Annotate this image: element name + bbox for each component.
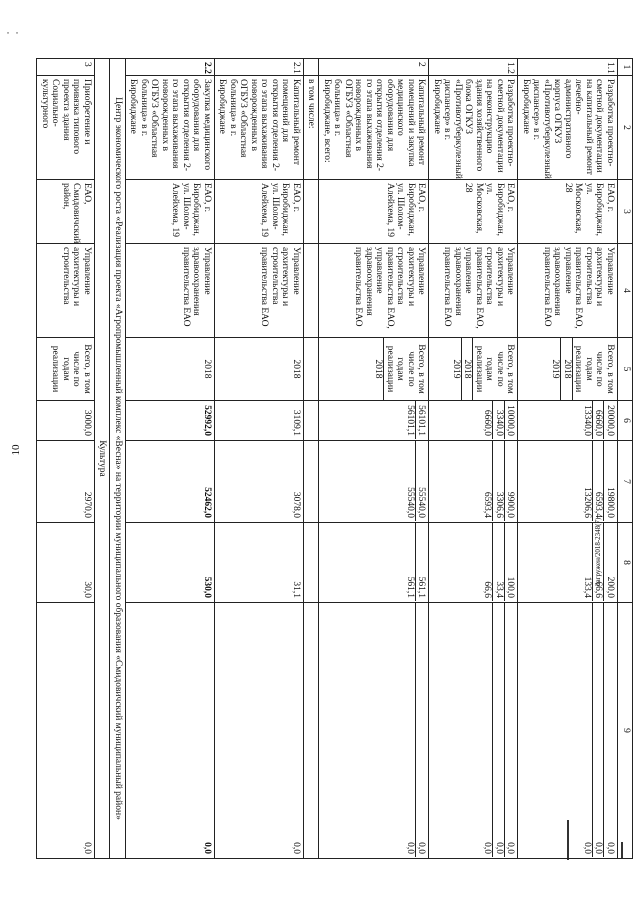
- period-cell-group: [518, 338, 618, 401]
- table-row: [126, 59, 215, 859]
- federal-cell: 3078,0: [291, 491, 301, 518]
- section-row: [95, 59, 111, 859]
- local-cell-group: [518, 603, 618, 859]
- event-address: ЕАО, г. Биробиджан, ул. Шолом-Алейхема, 19: [215, 180, 304, 244]
- local-cell-group: [126, 603, 215, 859]
- event-name: Капитальный ремонт помещений и закупка медицинского оборудования для открытия отделения 2-го этапа выхаживания новорожденных в ОГБУЗ «Областная больница» в г. Биробиджане, всего:: [319, 76, 429, 180]
- total-cell: 52992,0: [202, 405, 212, 436]
- header-cell: 1: [618, 59, 633, 76]
- local-cell-group: [429, 603, 518, 859]
- empty-cell: [304, 523, 320, 603]
- local-cell: 0,0: [82, 842, 92, 854]
- row-number: 1.2: [429, 59, 518, 76]
- event-executor: Управление архитектуры и строительства правительства ЕАО, управление здравоохранения правительства ЕАО: [518, 244, 618, 338]
- regional-cell: 66,6: [482, 523, 494, 601]
- regional-cell: 100,0: [505, 576, 516, 598]
- period-cell: 2018: [202, 359, 212, 379]
- federal-cell: 55540,0: [405, 441, 417, 521]
- local-cell: 0,0: [505, 842, 516, 854]
- period-cell: Всего, в том числе по годам реализации: [573, 344, 615, 394]
- local-cell: 0,0: [202, 842, 212, 854]
- regional-cell-group: [126, 523, 215, 603]
- regional-cell: 30,0: [82, 581, 92, 598]
- federal-cell: 6593,4: [482, 441, 494, 521]
- event-address: ЕАО, г. Биробиджан, ул. Московская, 28: [429, 180, 518, 244]
- local-cell: 0,0: [405, 603, 417, 857]
- period-cell: Всего, в том числе по годам реализации: [385, 344, 427, 394]
- header-row: [618, 59, 633, 859]
- row-number: 2.2: [126, 59, 215, 76]
- period-cell: 2019: [550, 338, 562, 400]
- program-table: [37, 58, 634, 859]
- note-cell: в том числе:: [304, 76, 320, 180]
- header-cell: 4: [618, 244, 633, 338]
- regional-cell: 133,4: [582, 523, 594, 601]
- total-cell-group: [429, 401, 518, 441]
- rotated-table-wrapper: [40, 58, 633, 858]
- event-name: Приобретение и привязка типового проекта здания Социально- культурного: [37, 76, 95, 180]
- local-cell-group: [319, 603, 429, 859]
- period-cell: 2018: [562, 338, 574, 400]
- row-number: 1.1: [518, 59, 618, 76]
- period-cell: 2018: [291, 359, 301, 379]
- federal-cell: 9900,0: [505, 491, 516, 518]
- event-name: Закупка медицинского оборудования для открытия отделения 2-го этапа выхаживания новорожденных в ОГБУЗ «Областная больница» в г. Биробиджане: [126, 76, 215, 180]
- period-cell: 2019: [451, 338, 463, 400]
- period-cell-group: [319, 338, 429, 401]
- event-executor: Управление архитектуры и строительства правительства ЕАО, управление здравоохранения правительства ЕАО: [319, 244, 429, 338]
- period-cell: Всего, в том числе по годам реализации: [50, 344, 92, 394]
- federal-cell-group: [429, 441, 518, 523]
- total-cell: 6660,0: [593, 401, 605, 439]
- scan-marks: ˙ ˙: [6, 29, 20, 43]
- federal-cell-group: [319, 441, 429, 523]
- table-row: [215, 59, 304, 859]
- local-cell: 0,0: [482, 603, 494, 857]
- table-row: [518, 59, 618, 859]
- federal-cell-group: [215, 441, 304, 523]
- regional-cell-group: [37, 523, 95, 603]
- federal-cell: 52462,0: [202, 487, 212, 518]
- table-row: [37, 59, 95, 859]
- regional-cell: 561,1: [416, 576, 427, 598]
- table-row: [429, 59, 518, 859]
- event-executor: Управление архитектуры и строительства: [37, 244, 95, 338]
- total-cell: 3000,0: [82, 409, 92, 436]
- total-cell: 10000,0: [505, 405, 516, 436]
- regional-cell: 561,1: [405, 523, 417, 601]
- event-address: ЕАО, г. Биробиджан, ул. Шолом-Алейхема, 19: [126, 180, 215, 244]
- federal-cell: 19800,0: [605, 487, 615, 518]
- regional-cell-group: [215, 523, 304, 603]
- event-executor: Управление архитектуры и строительства правительства ЕАО, управление здравоохранения правительства ЕАО: [429, 244, 518, 338]
- period-cell-group: [37, 338, 95, 401]
- total-cell-group: [126, 401, 215, 441]
- federal-cell-group: [37, 441, 95, 523]
- empty-cell: [304, 603, 320, 859]
- period-cell: Всего, в том числе по годам реализации: [474, 344, 516, 394]
- event-address: ЕАО, Смидовичский район,: [37, 180, 95, 244]
- local-cell: 0,0: [593, 603, 605, 857]
- event-name: Капитальный ремонт помещений для открытия отделения 2-го этапа выхаживания новорожденных в ОГБУЗ «Областная больница» в г. Биробиджане: [215, 76, 304, 180]
- event-address: ЕАО, г. Биробиджан, ул. Шолом-Алейхема, 19: [319, 180, 429, 244]
- row-number: 2.1: [215, 59, 304, 76]
- total-cell: 20000,0: [605, 405, 615, 436]
- total-cell-group: [319, 401, 429, 441]
- regional-cell: 200,0: [605, 576, 615, 598]
- total-cell: 13340,0: [582, 401, 594, 439]
- federal-cell: 13206,6: [582, 441, 594, 521]
- period-cell-group: [429, 338, 518, 401]
- total-cell-group: [37, 401, 95, 441]
- table-row: [319, 59, 429, 859]
- regional-cell-group: [518, 523, 618, 603]
- federal-cell: 55540,0: [416, 487, 427, 518]
- period-cell-group: [215, 338, 304, 401]
- header-cell: 2: [618, 76, 633, 180]
- local-cell: 0,0: [416, 842, 427, 854]
- empty-cell: [304, 338, 320, 401]
- footer-stamp: Загружен/2018-2348(7): [594, 517, 602, 586]
- total-cell: 6660,0: [482, 401, 494, 439]
- event-name: Разработка проектно-сметной документации на капитальный ремонт лечебно-административного корпуса ОГКУЗ «Противотуберкулезный диспансер» в г. Биробиджане: [518, 76, 618, 180]
- local-cell-group: [215, 603, 304, 859]
- event-name: Разработка проектно-сметной документации на реконструкцию здания хозяйственного блока ОГКУЗ «Противотуберкулезный диспансер» в г. Биробиджане: [429, 76, 518, 180]
- empty-cell: [304, 441, 320, 523]
- local-cell: 0,0: [605, 842, 615, 854]
- regional-cell: 66,6: [593, 523, 605, 601]
- section-title: Культура: [95, 59, 111, 859]
- federal-cell-group: [518, 441, 618, 523]
- empty-cell: [304, 59, 320, 76]
- federal-cell-group: [126, 441, 215, 523]
- row-number: 3: [37, 59, 95, 76]
- event-executor: Управление здравоохранения правительства ЕАО: [126, 244, 215, 338]
- regional-cell-group: [429, 523, 518, 603]
- local-cell-group: [37, 603, 95, 859]
- empty-cell: [304, 401, 320, 441]
- header-cell: 5: [618, 338, 633, 401]
- total-cell: 56101,1: [416, 405, 427, 436]
- empty-cell: [304, 244, 320, 338]
- section-row: [110, 59, 126, 859]
- note-row: [304, 59, 320, 859]
- federal-cell: 3306,6: [494, 441, 506, 521]
- regional-cell: 530,0: [202, 576, 212, 598]
- page-number: 10: [10, 444, 22, 456]
- total-cell-group: [215, 401, 304, 441]
- row-number: 2: [319, 59, 429, 76]
- header-cell: 8: [618, 523, 633, 603]
- header-cell: 3: [618, 180, 633, 244]
- event-executor: Управление архитектуры и строительства правительства ЕАО: [215, 244, 304, 338]
- empty-cell: [304, 180, 320, 244]
- regional-cell: 31,1: [291, 581, 301, 598]
- total-cell: 3109,1: [291, 409, 301, 436]
- section-title: Центр экономического роста «Реализация проекта «Агропромышленный комплекс «Весна» на территории муниципального образования «Смидовичский муниципальный район»: [110, 59, 126, 859]
- table-body: [37, 59, 633, 859]
- period-cell-group: [126, 338, 215, 401]
- federal-cell: 2970,0: [82, 491, 92, 518]
- federal-cell: 6593,4: [593, 441, 605, 521]
- total-cell: 3340,0: [494, 401, 506, 439]
- regional-cell-group: [319, 523, 429, 603]
- period-cell: 2018: [462, 338, 474, 400]
- period-cell: 2018: [373, 338, 385, 400]
- local-cell: 0,0: [494, 603, 506, 857]
- header-cell: 9: [618, 603, 633, 859]
- total-cell: 56101,1: [405, 401, 417, 439]
- total-cell-group: [518, 401, 618, 441]
- event-address: ЕАО, г. Биробиджан, ул. Московская, 28: [518, 180, 618, 244]
- header-cell: 6: [618, 401, 633, 441]
- regional-cell: 33,4: [494, 523, 506, 601]
- header-cell: 7: [618, 441, 633, 523]
- local-cell: 0,0: [291, 842, 301, 854]
- local-cell: 0,0: [582, 603, 594, 857]
